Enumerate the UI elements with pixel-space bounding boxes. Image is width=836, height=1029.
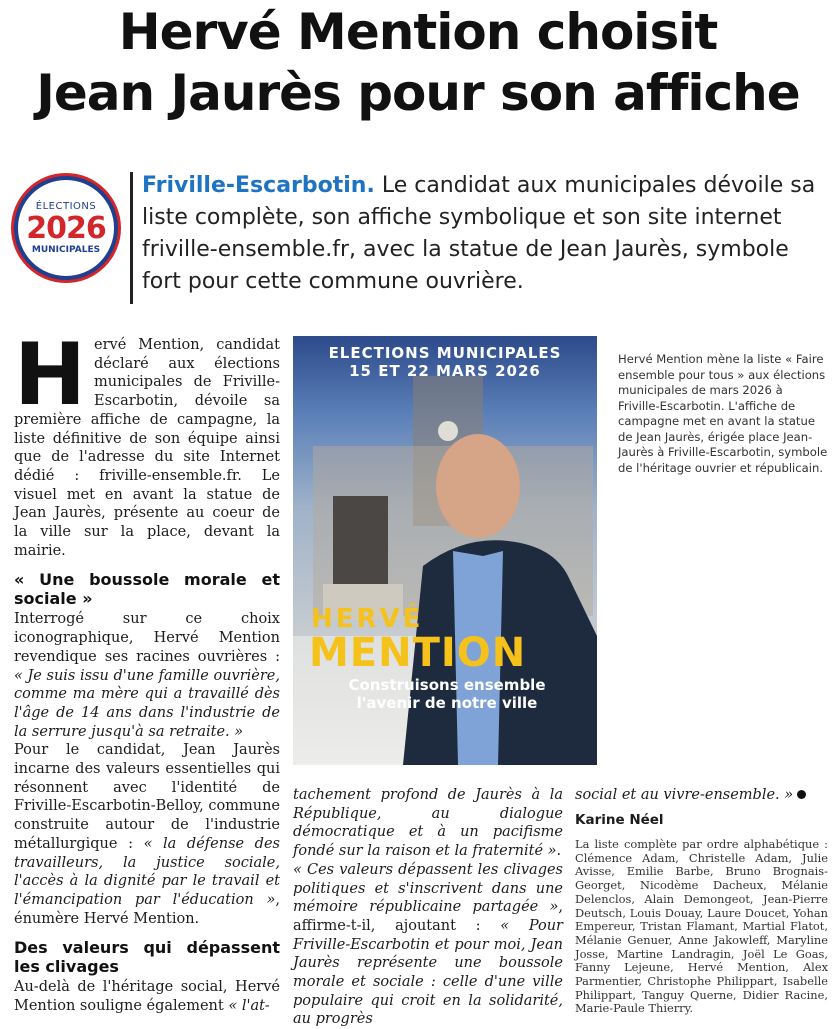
logo-year-text: 2026 [26, 210, 106, 246]
paragraph-valeurs: Pour le candidat, Jean Jaurès incarne des valeurs essentielles qui résonnent avec l'identité de Friville-Escarbotin-Belloy, commune construite autour de l'industrie métallurgique : « la défense des travailleurs, la justice sociale, l'accès à la dignité par le travail et l'émancipation par l'éducation », énumère Hervé Mention. [14, 742, 280, 927]
paragraph-memoire: « Ces valeurs dépassent les clivages politiques et s'inscrivent dans une mémoire républicaine partagée », affirme-t-il, ajoutant : « Pour Friville-Escarbotin et pour moi, Jean Jaurès représente une boussole morale et sociale : celle d'une ville populaire qui croit en la solidarité, au progrès [293, 861, 563, 1028]
poster-clock [438, 421, 458, 441]
campaign-poster-image [293, 336, 597, 765]
lead-location: Friville-Escarbotin. [142, 173, 375, 198]
poster-candidate-face [436, 434, 520, 538]
paragraph-heritage: Au-delà de l'héritage social, Hervé Mention souligne également « l'at- [14, 979, 280, 1015]
drop-cap: H [14, 325, 86, 425]
article-column-1 [14, 325, 280, 1016]
headline-line-2: Jean Jaurès pour son affiche [36, 64, 800, 122]
paragraph-republique: tachement profond de Jaurès à la République, au dialogue démocratique et à un pacifisme fondé sur la raison et la fraternité ». [293, 787, 563, 860]
logo-municipales-text: MUNICIPALES [31, 244, 101, 255]
article-lead [142, 170, 826, 298]
poster-slogan: Construisons ensemble l'avenir de notre ville [348, 676, 546, 712]
paragraph-racines: Interrogé sur ce choix iconographique, Hervé Mention revendique ses racines ouvrières : « Je suis issu d'une famille ouvrière, comme ma mère qui a travaillé dès l'âge de 14 ans dans l'industrie de la serrure jusqu'à sa retraite. » [14, 611, 280, 740]
article-column-3 [575, 786, 828, 829]
logo-elections-text: ÉLECTIONS [35, 200, 97, 212]
poster-title: ELECTIONS MUNICIPALES 15 ET 22 MARS 2026 [328, 344, 562, 380]
candidate-list: La liste complète par ordre alphabétique : Clémence Adam, Christelle Adam, Julie Avisse, Emilie Barbe, Bruno Brognais-Georget, Nicodème Dacheux, Mélanie Delenclos, Alain Demongeot, Jean-Pierre Deutsch, Louis Douay, Laure Doucet, Yohan Empereur, Tristan Flamant, Martial Flatot, Mélanie Genuer, Anne Jakowleff, Maryline Josse, Martine Landragin, Joël Le Goas, Fanny Lejeune, Hervé Mention, Alex Parmentier, Christophe Philippart, Isabelle Philippart, Tanguy Querne, Didier Racine, Marie-Paule Thierry. [575, 837, 828, 1016]
poster-lastname: MENTION [309, 630, 527, 676]
author-signature: Karine Néel [575, 811, 664, 828]
article-column-2 [293, 786, 563, 1029]
article-headline [0, 2, 836, 124]
lead-divider [130, 172, 133, 304]
intro-paragraph: Hervé Mention, candidat déclaré aux élections municipales de Friville-Escarbotin, dévoile sa première affiche de campagne, la liste définitive de son équipe ainsi que de l'adresse du site Internet dédié : friville-ensemble.fr. Le visuel met en avant la statue de Jean Jaurès, présente au coeur de la ville sur la place, devant la mairie. [14, 325, 280, 559]
subhead-boussole: « Une boussole morale et sociale » [14, 570, 280, 609]
paragraph-conclusion: social et au vivre-ensemble. » [575, 786, 828, 805]
elections-2026-logo [14, 176, 118, 280]
end-bullet-icon [797, 790, 806, 799]
headline-line-1: Hervé Mention choisit [118, 3, 718, 61]
photo-caption: Hervé Mention mène la liste « Faire ensemble pour tous » aux élections municipales de mars 2026 à Friville-Escarbotin. L'affiche de campagne met en avant la statue de Jean Jaurès, érigée place Jean-Jaurès à Friville-Escarbotin, symbole de l'héritage ouvrier et républicain. [618, 352, 828, 475]
subhead-clivages: Des valeurs qui dépassent les clivages [14, 938, 280, 977]
poster-firstname: HERVÉ [311, 604, 424, 634]
poster-statue [333, 496, 388, 586]
lead-text: Le candidat aux municipales dévoile sa liste complète, son affiche symbolique et son site internet friville-ensemble.fr, avec la statue de Jean Jaurès, symbole fort pour cette commune ouvrière. [142, 173, 816, 294]
